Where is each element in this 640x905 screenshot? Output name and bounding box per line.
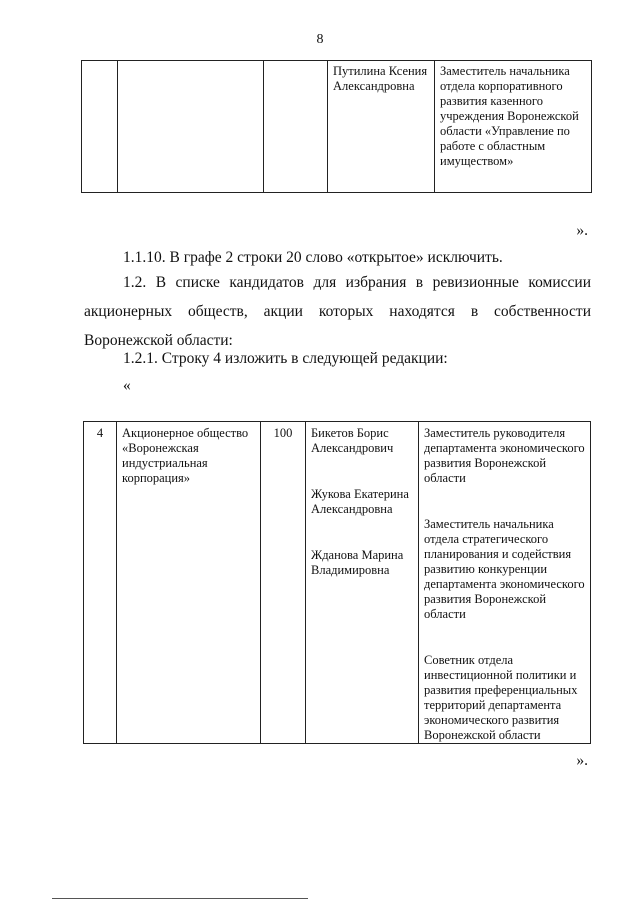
closing-quote: ». xyxy=(576,222,588,239)
replacement-table xyxy=(83,421,591,744)
footer-divider xyxy=(52,898,308,899)
row-number-cell xyxy=(82,61,118,193)
paragraph-1-2-1: 1.2.1. Строку 4 изложить в следующей редакции: xyxy=(123,350,448,367)
row-number-cell: 4 xyxy=(84,422,117,744)
paragraph-1-2: 1.2. В списке кандидатов для избрания в ревизионные комиссии акционерных обществ, акции которых находятся в собственности Воронежской области: xyxy=(84,274,591,349)
candidate-names-cell xyxy=(306,422,419,744)
share-cell xyxy=(264,61,328,193)
candidate-name: Жукова Екатерина Александровна xyxy=(311,487,409,516)
opening-quote: « xyxy=(123,377,131,394)
candidate-position-cell: Заместитель начальника отдела корпоративного развития казенного учреждения Воронежской области «Управление по работе с областным имуществом» xyxy=(435,61,592,193)
continued-table xyxy=(81,60,592,193)
candidate-position: Советник отдела инвестиционной политики и развития преференциальных территорий департамента экономического развития Воронежской области xyxy=(424,653,578,742)
candidate-position: Заместитель руководителя департамента экономического развития Воронежской области xyxy=(424,426,585,485)
table-row xyxy=(84,422,591,744)
company-cell: Акционерное общество «Воронежская индустриальная корпорация» xyxy=(117,422,261,744)
paragraph-1-1-10: 1.1.10. В графе 2 строки 20 слово «открытое» исключить. xyxy=(123,249,503,266)
candidate-name: Жданова Марина Владимировна xyxy=(311,548,404,577)
share-cell: 100 xyxy=(261,422,306,744)
candidate-position: Заместитель начальника отдела стратегического планирования и содействия развитию конкуренции департамента экономического развития Воронежской области xyxy=(424,517,585,621)
page-number: 8 xyxy=(316,32,324,47)
candidate-name: Бикетов Борис Александрович xyxy=(311,426,394,455)
table-row xyxy=(82,61,592,193)
closing-quote: ». xyxy=(576,752,588,769)
company-cell xyxy=(118,61,264,193)
candidate-name-cell: Путилина Ксения Александровна xyxy=(328,61,435,193)
candidate-positions-cell xyxy=(419,422,591,744)
